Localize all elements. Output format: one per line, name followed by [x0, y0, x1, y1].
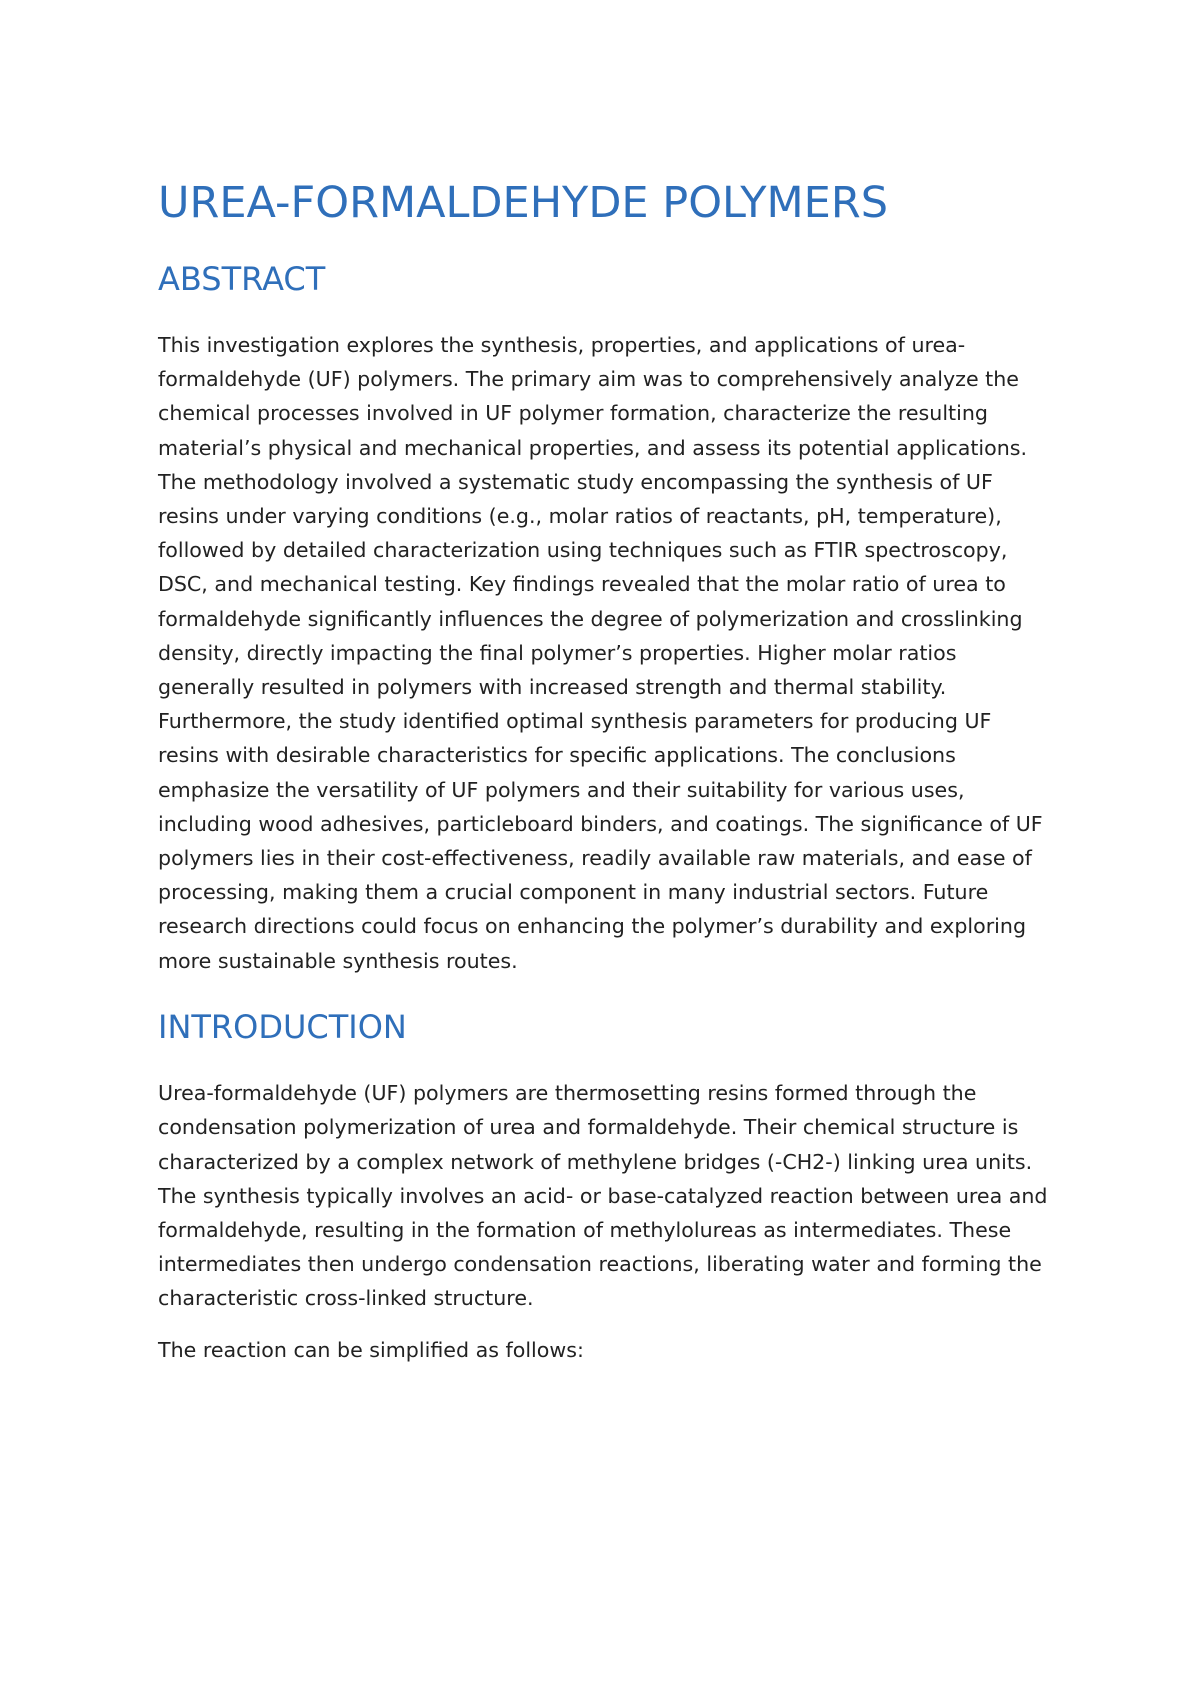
document-title: UREA-FORMALDEHYDE POLYMERS — [158, 178, 888, 228]
document-page — [158, 178, 1058, 1367]
reaction-intro-paragraph: The reaction can be simplified as follows: — [158, 1337, 584, 1362]
introduction-paragraph: Urea-formaldehyde (UF) polymers are thermosetting resins formed through the condensation polymerization of urea and formaldehyde. Their chemical structure is characterized by a complex network of methylene bridges (-CH2-) linking urea units. The synthesis typically involves an acid- or base-catalyzed reaction between urea and formaldehyde, resulting in the formation of methylolureas as intermediates. These intermediates then undergo condensation reactions, liberating water and forming the characteristic cross-linked structure. — [158, 1081, 1048, 1311]
abstract-heading: ABSTRACT — [158, 259, 326, 298]
abstract-paragraph: This investigation explores the synthesis, properties, and applications of urea-formaldehyde (UF) polymers. The primary aim was to comprehensively analyze the chemical processes involved in UF polymer formation, characterize the resulting material’s physical and mechanical properties, and assess its potential applications. The methodology involved a systematic study encompassing the synthesis of UF resins under varying conditions (e.g., molar ratios of reactants, pH, temperature), followed by detailed characterization using techniques such as FTIR spectroscopy, DSC, and mechanical testing. Key findings revealed that the molar ratio of urea to formaldehyde significantly influences the degree of polymerization and crosslinking density, directly impacting the final polymer’s properties. Higher molar ratios generally resulted in polymers with increased strength and thermal stability. Furthermore, the study identified optimal synthesis parameters for producing UF resins with desirable characteristics for specific applications. The conclusions emphasize the versatility of UF polymers and their suitability for various uses, including wood adhesives, particleboard binders, and coatings. The significance of UF polymers lies in their cost-effectiveness, readily available raw materials, and ease of processing, making them a crucial component in many industrial sectors. Future research directions could focus on enhancing the polymer’s durability and exploring more sustainable synthesis routes. — [158, 332, 1043, 973]
introduction-heading: INTRODUCTION — [158, 1007, 407, 1046]
